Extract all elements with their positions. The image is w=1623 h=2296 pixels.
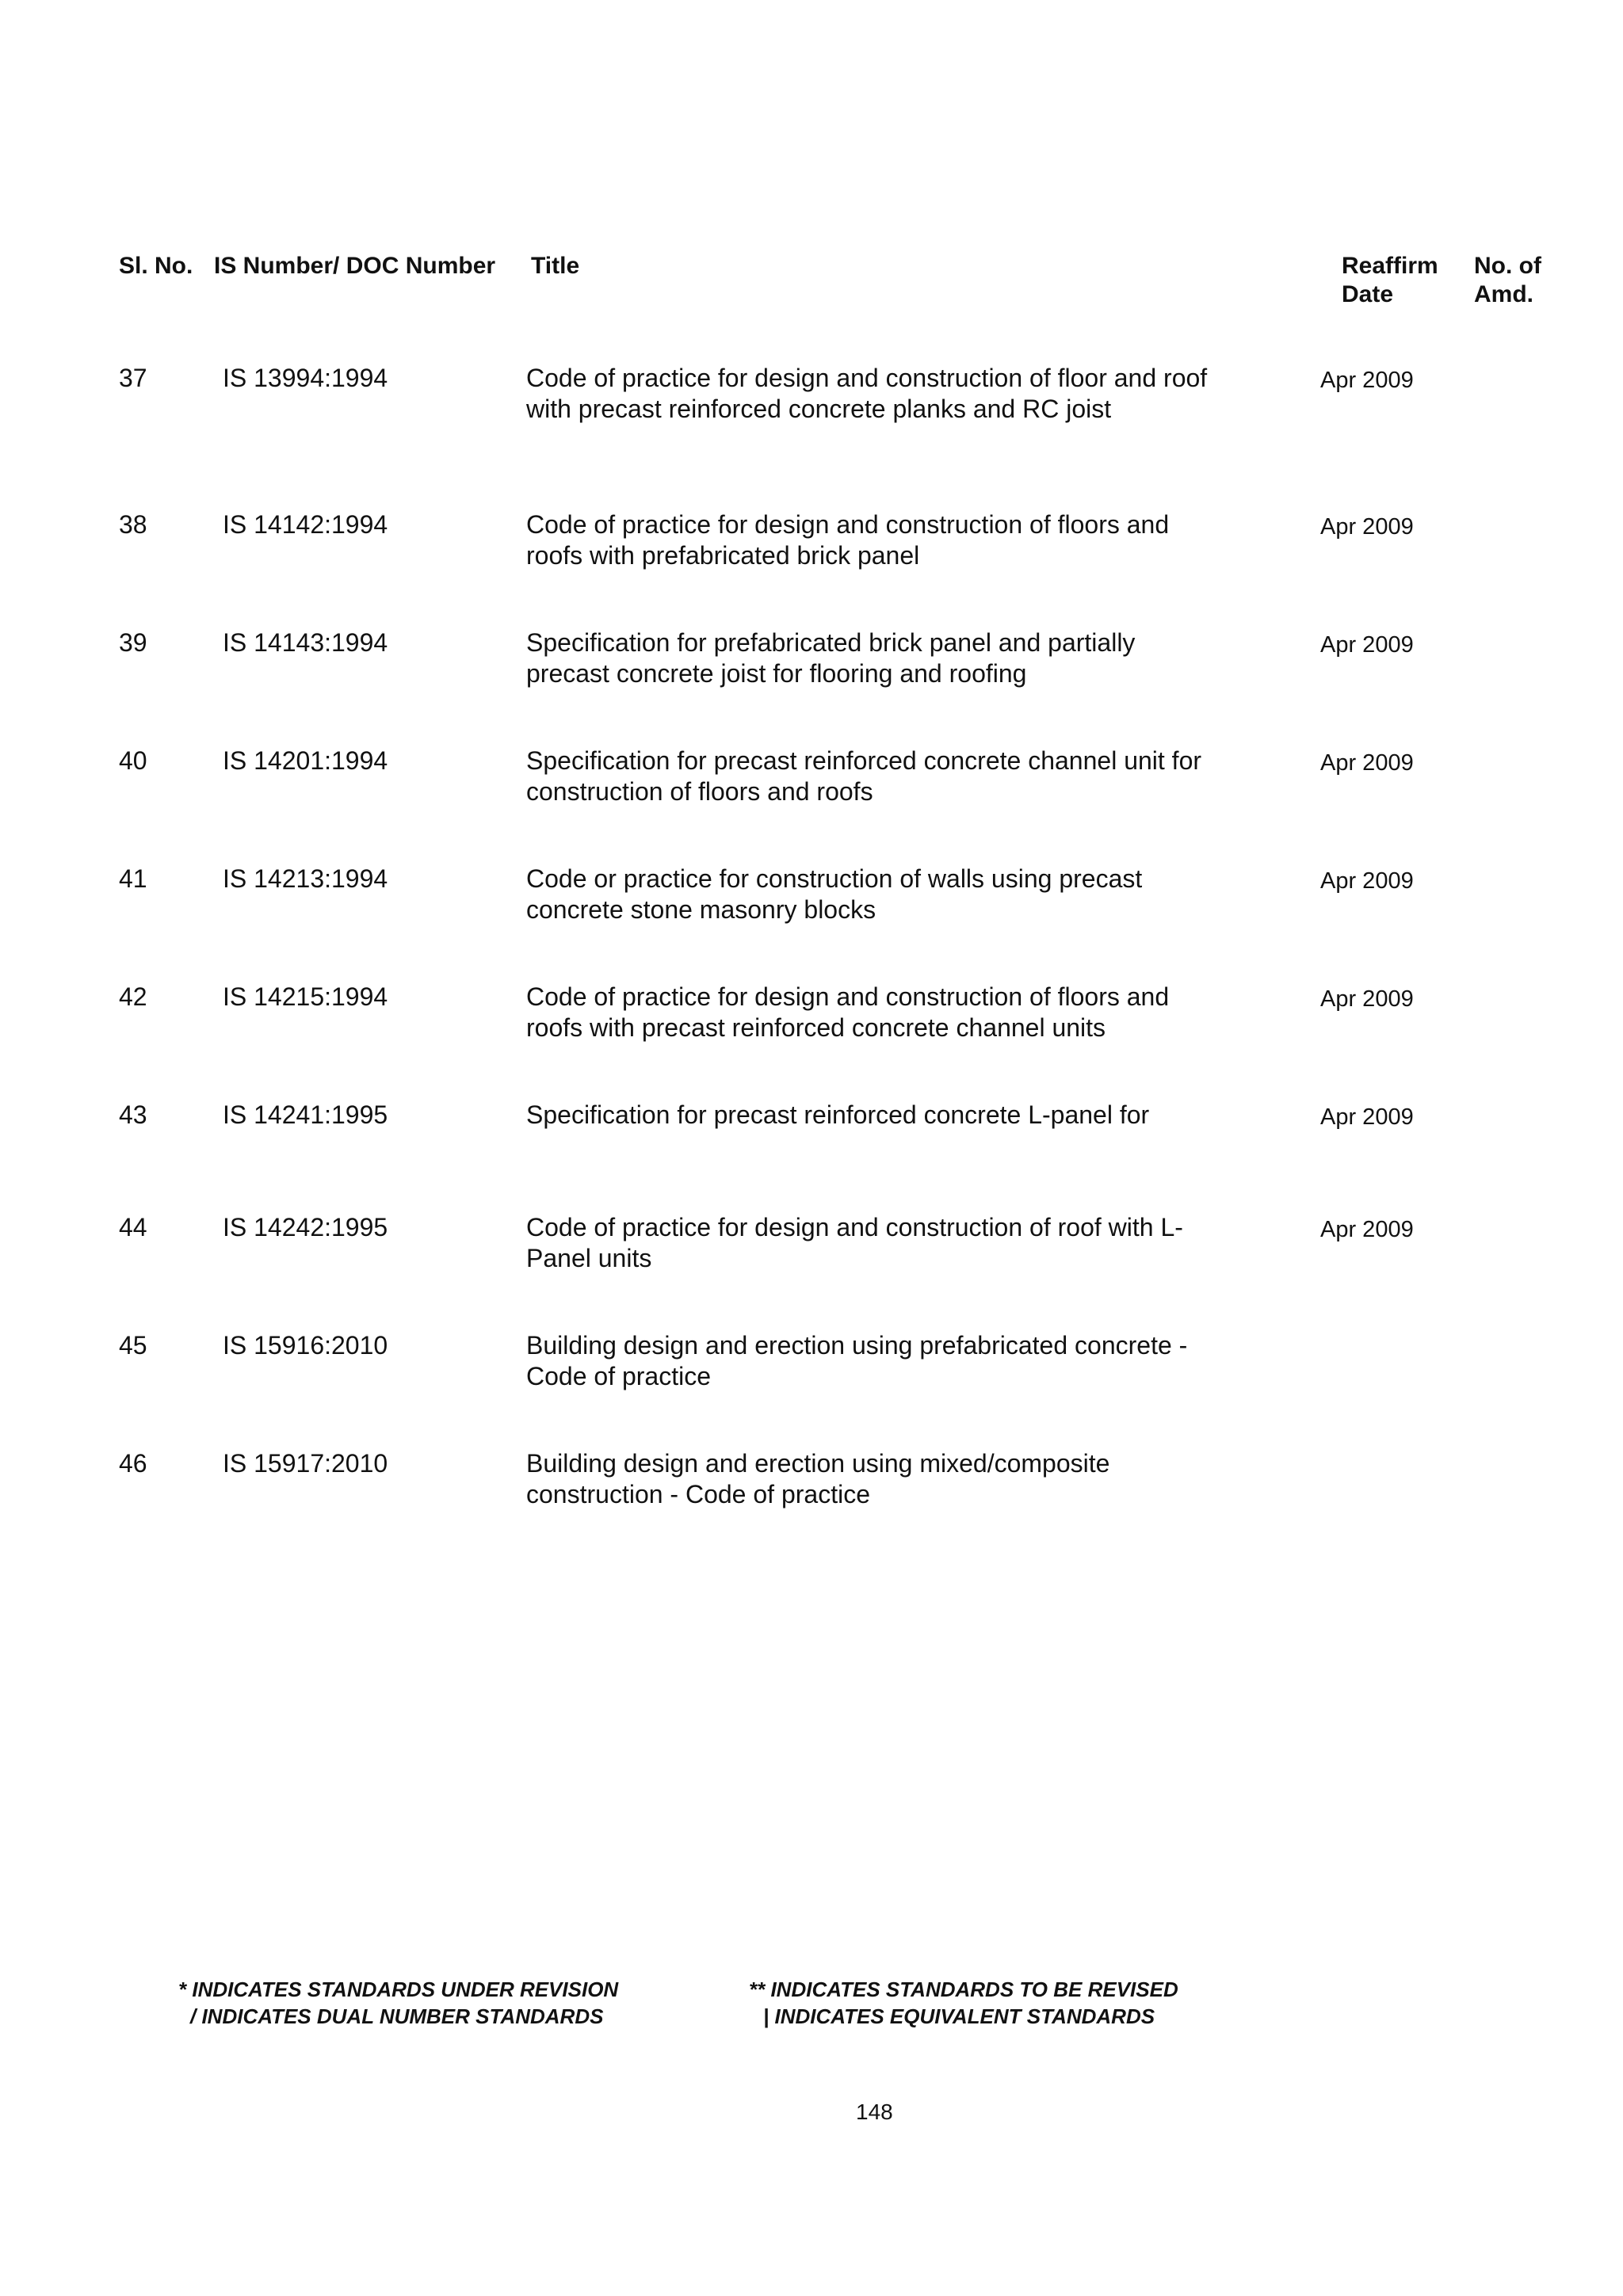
row-title: Code of practice for design and construction of floors and roofs with prefabricated brick panel xyxy=(526,510,1170,570)
row-title: Building design and erection using mixed/composite construction - Code of practice xyxy=(526,1449,1110,1508)
row-is-number: IS 14143:1994 xyxy=(223,628,388,657)
row-title: Building design and erection using prefabricated concrete - Code of practice xyxy=(526,1331,1188,1390)
row-sl-no: 46 xyxy=(119,1449,147,1478)
row-reaffirm-date: Apr 2009 xyxy=(1320,368,1414,393)
row-is-number: IS 15917:2010 xyxy=(223,1449,388,1478)
row-sl-no: 38 xyxy=(119,510,147,539)
row-is-number: IS 14213:1994 xyxy=(223,864,388,893)
row-sl-no: 44 xyxy=(119,1213,147,1241)
row-title: Code of practice for design and construction of roof with L- Panel units xyxy=(526,1213,1183,1272)
row-sl-no: 45 xyxy=(119,1331,147,1360)
row-reaffirm-date: Apr 2009 xyxy=(1320,868,1414,894)
row-sl-no: 42 xyxy=(119,982,147,1011)
row-title: Code or practice for construction of walls using precast concrete stone masonry blocks xyxy=(526,864,1143,924)
row-title: Code of practice for design and construction of floor and roof with precast reinforced concrete planks and RC joist xyxy=(526,364,1208,423)
header-no-of-amd: No. of Amd. xyxy=(1474,253,1541,307)
legend-dual-number: / INDICATES DUAL NUMBER STANDARDS xyxy=(190,2004,604,2028)
legend-under-revision: * INDICATES STANDARDS UNDER REVISION xyxy=(178,1978,619,2001)
row-is-number: IS 14201:1994 xyxy=(223,746,388,775)
header-sl-no: Sl. No. xyxy=(119,253,193,279)
row-sl-no: 41 xyxy=(119,864,147,893)
row-reaffirm-date: Apr 2009 xyxy=(1320,1217,1414,1242)
header-reaffirm-date: Reaffirm Date xyxy=(1342,253,1438,307)
row-sl-no: 37 xyxy=(119,364,147,392)
row-title: Code of practice for design and construction of floors and roofs with precast reinforced concrete channel units xyxy=(526,982,1170,1042)
row-sl-no: 43 xyxy=(119,1100,147,1129)
row-sl-no: 39 xyxy=(119,628,147,657)
row-is-number: IS 14241:1995 xyxy=(223,1100,388,1129)
row-title: Specification for precast reinforced concrete channel unit for construction of floors and roofs xyxy=(526,746,1202,806)
row-title: Specification for prefabricated brick panel and partially precast concrete joist for flooring and roofing xyxy=(526,628,1136,688)
row-is-number: IS 14215:1994 xyxy=(223,982,388,1011)
legend-equivalent: | INDICATES EQUIVALENT STANDARDS xyxy=(763,2004,1155,2028)
row-is-number: IS 13994:1994 xyxy=(223,364,388,392)
row-reaffirm-date: Apr 2009 xyxy=(1320,632,1414,658)
row-reaffirm-date: Apr 2009 xyxy=(1320,1104,1414,1130)
row-is-number: IS 15916:2010 xyxy=(223,1331,388,1360)
row-title: Specification for precast reinforced concrete L-panel for xyxy=(526,1100,1150,1129)
header-title: Title xyxy=(531,253,580,279)
header-is-number: IS Number/ DOC Number xyxy=(214,253,496,279)
legend-to-be-revised: ** INDICATES STANDARDS TO BE REVISED xyxy=(749,1978,1178,2001)
row-reaffirm-date: Apr 2009 xyxy=(1320,750,1414,776)
page-number: 148 xyxy=(856,2100,893,2124)
row-reaffirm-date: Apr 2009 xyxy=(1320,986,1414,1012)
row-reaffirm-date: Apr 2009 xyxy=(1320,514,1414,540)
row-is-number: IS 14242:1995 xyxy=(223,1213,388,1241)
row-is-number: IS 14142:1994 xyxy=(223,510,388,539)
row-sl-no: 40 xyxy=(119,746,147,775)
